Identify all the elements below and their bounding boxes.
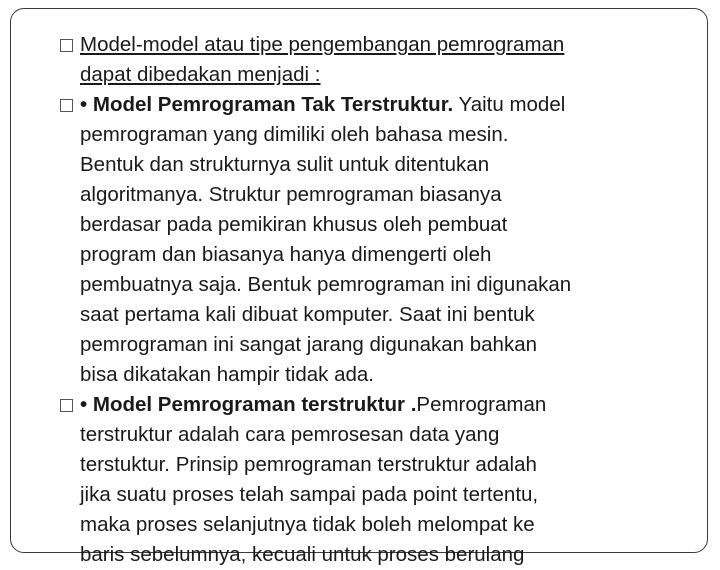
bullet-item-structured <box>80 390 690 570</box>
bullet-line: berdasar pada pemikiran khusus oleh pembuat <box>80 213 508 236</box>
bullet-first-line <box>80 90 690 120</box>
bullet-line: program dan biasanya hanya dimengerti oleh <box>80 243 492 266</box>
bullet-line: dapat dibedakan menjadi : <box>80 63 321 86</box>
bullet-text: Pemrograman <box>416 393 547 416</box>
bullet-line: jika suatu proses telah sampai pada point tertentu, <box>80 483 539 506</box>
bullet-line: bisa dikatakan hampir tidak ada. <box>80 363 375 386</box>
bullet-line: saat pertama kali dibuat komputer. Saat ini bentuk <box>80 303 535 326</box>
bullet-line: pemrograman yang dimiliki oleh bahasa mesin. <box>80 123 509 146</box>
bullet-first-line <box>80 390 690 420</box>
bullet-line: algoritmanya. Struktur pemrograman biasanya <box>80 183 502 206</box>
bullet-text: Yaitu model <box>453 93 566 116</box>
bullet-line: Bentuk dan strukturnya sulit untuk ditentukan <box>80 153 490 176</box>
bullet-item-model-types <box>80 30 690 90</box>
checkbox-bullet-icon <box>60 399 73 412</box>
bullet-line: Model-model atau tipe pengembangan pemrograman <box>80 33 565 56</box>
bullet-heading: • Model Pemrograman Tak Terstruktur. <box>80 93 454 116</box>
bullet-line: maka proses selanjutnya tidak boleh melompat ke <box>80 513 535 536</box>
bullet-line: pembuatnya saja. Bentuk pemrograman ini digunakan <box>80 273 572 296</box>
bullet-line: terstruktur adalah cara pemrosesan data yang <box>80 423 500 446</box>
bullet-line: baris sebelumnya, kecuali untuk proses berulang <box>80 543 525 566</box>
bullet-heading: • Model Pemrograman terstruktur . <box>80 393 417 416</box>
slide-content <box>80 30 690 570</box>
checkbox-bullet-icon <box>60 39 73 52</box>
bullet-item-unstructured <box>80 90 690 390</box>
bullet-line: pemrograman ini sangat jarang digunakan bahkan <box>80 333 538 356</box>
bullet-line: terstuktur. Prinsip pemrograman terstruktur adalah <box>80 453 537 476</box>
checkbox-bullet-icon <box>60 99 73 112</box>
